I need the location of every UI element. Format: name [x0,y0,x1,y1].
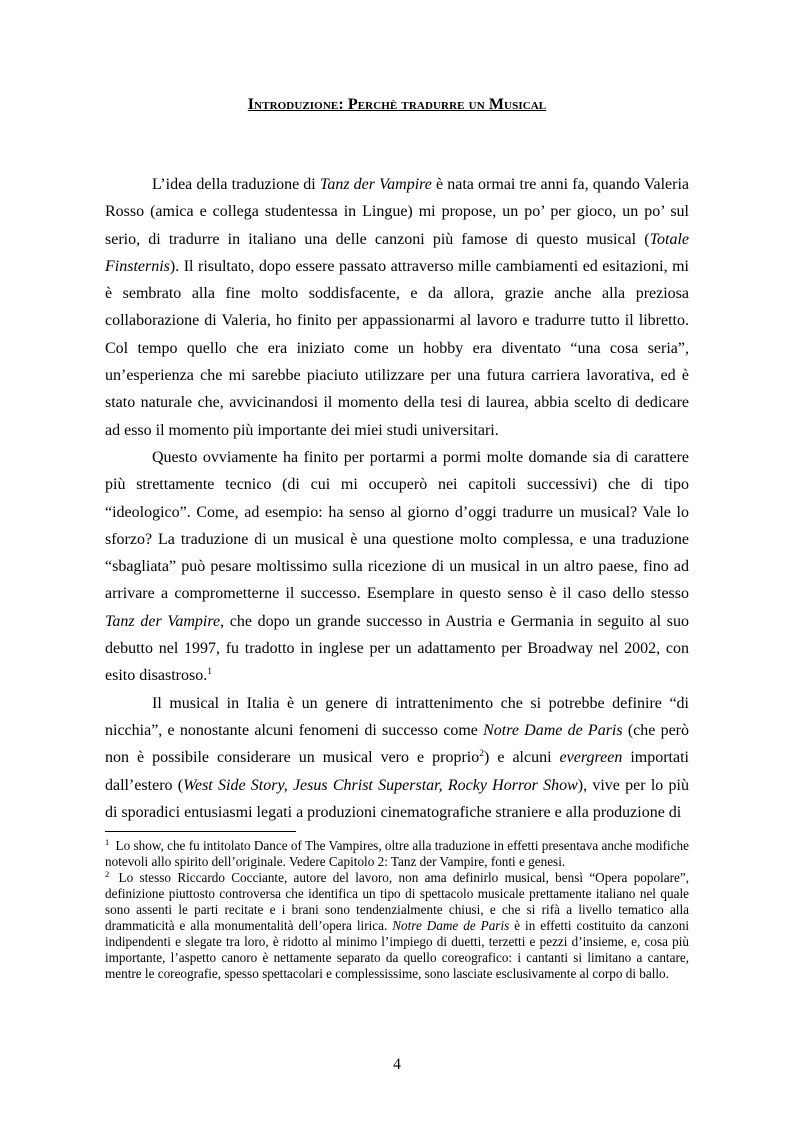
text-run: (che però non è possibile considerare un musical vero e proprio [105,721,689,767]
text-run: , che dopo un grande successo in Austria e Germania in seguito al suo debutto nel 1997, fu tradotto in inglese per un adattamento per Broadway nel 2002, con esito disastroso. [105,612,690,685]
text-run: importati dall’estero ( [105,749,689,794]
text-run: Questo ovviamente ha finito per portarmi a pormi molte domande sia di carattere più strettamente tecnico (di cui mi occuperò nei capitoli successivi) che di tipo “ideologico”. Come, ad esempio: ha senso al giorno d’oggi tradurre un musical? Vale lo sforzo? La traduzione di un musical è una questione molto complessa, e una traduzione “sbagliata” può pesare moltissimo sulla ricezione di un musical in un altro paese, fino ad arrivare a comprometterne il successo. Esemplare in questo senso è il caso dello stesso [105,448,689,603]
text-run: Lo stesso Riccardo Cocciante, autore del lavoro, non ama definirlo musical, bensì “Opera popolare”, definizione piuttosto controversa che identifica un tipo di spettacolo musicale prettamente italiano nel quale sono assenti le parti recitate e i brani sono tendenzialmente chiusi, e che si rifà a livello tematico alla drammaticità e alla monumentalità dell’opera lirica. [105,870,689,934]
text-run: ), vive per lo più di sporadici entusiasmi legati a produzioni cinematografiche straniere e alla produzione di [105,776,689,821]
footnotes [105,838,689,982]
italic-text: Notre Dame de Paris [392,918,510,934]
footnote-marker: 2 [479,749,484,760]
italic-text: evergreen [559,749,623,767]
footnote-marker: 1 [207,667,212,678]
footnote-marker: 1 [105,837,110,848]
italic-text: West Side Story, Jesus Christ Superstar, Rocky Horror Show [183,776,578,794]
text-run: ). Il risultato, dopo essere passato attraverso mille cambiamenti ed esitazioni, mi è sembrato alla fine molto soddisfacente, e da allora, grazie anche alla preziosa collaborazione di Valeria, ho finito per appassionarmi al lavoro e tradurre tutto il libretto. Col tempo quello che era iniziato come un hobby era diventato “una cosa seria”, un’esperienza che mi sarebbe piaciuto utilizzare per una futura carriera lavorativa, ed è stato naturale che, avvicinandosi il momento della tesi di laurea, abbia scelto di dedicare ad esso il momento più importante dei miei studi universitari. [105,257,689,439]
paragraph-2 [105,444,689,690]
text-run: è in effetti costituito da canzoni indipendenti e slegate tra loro, è ridotto al minimo l’impiego di duetti, terzetti e pezzi d’insieme, e, cosa più importante, l’aspetto canoro è nettamente separato da quello coreografico: i cantanti si limitano a cantare, mentre le coreografie, spesso spettacolari e complessissime, sono lasciate esclusivamente al corpo di ballo. [105,918,689,982]
italic-text: Totale Finsternis [105,230,689,275]
footnote-separator [105,831,296,832]
footnote-2 [105,870,689,982]
page-number: 4 [393,1056,401,1073]
text-run: è nata ormai tre anni fa, quando Valeria Rosso (amica e collega studentessa in Lingue) mi propose, un po’ per gioco, un po’ sul serio, di tradurre in italiano una delle canzoni più famose di questo musical ( [105,176,690,248]
italic-text: Tanz der Vampire [319,176,432,193]
footnote-marker: 2 [105,869,110,880]
text-run: Lo show, che fu intitolato Dance of The Vampires, oltre alla traduzione in effetti presentava anche modifiche notevoli allo spirito dell’originale. Vedere Capitolo 2: Tanz der Vampire, fonti e genesi. [105,838,689,870]
italic-text: Tanz der Vampire [105,612,221,630]
italic-text: Notre Dame de Paris [483,721,623,739]
paragraph-1 [105,171,689,444]
footnote-1 [105,838,689,870]
paragraph-3 [105,690,689,826]
chapter-title: Introduzione: Perchè tradurre un Musical [247,96,547,113]
text-run: Il musical in Italia è un genere di intrattenimento che si potrebbe definire “di nicchia”, e nonostante alcuni fenomeni di successo come [105,694,689,739]
body-text [105,171,689,826]
text-run: L’idea della traduzione di [152,176,320,193]
text-run: ) e alcuni [483,749,560,767]
